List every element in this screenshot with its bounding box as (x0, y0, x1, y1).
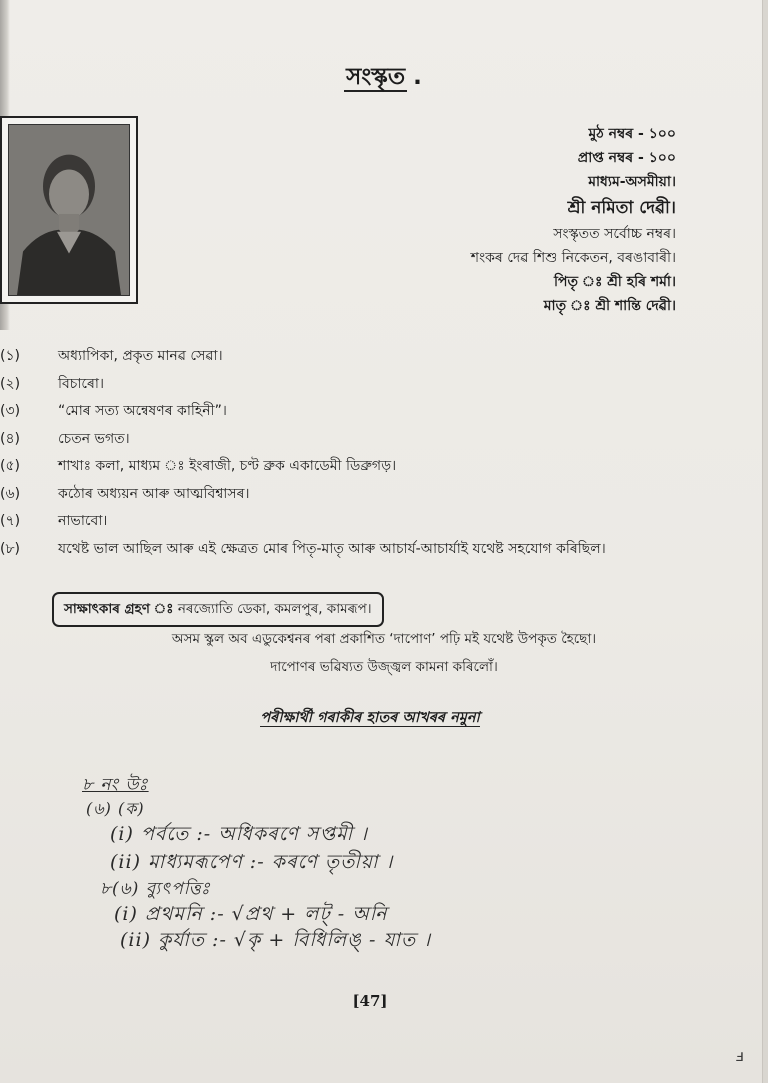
answer-number: (৮) (0, 540, 21, 557)
handwriting-heading (0, 707, 740, 731)
handwritten-line: (i) প্ৰথমনি :- √প্ৰথ + লট্ - অনি (114, 903, 388, 925)
handwriting-sample (70, 768, 630, 968)
father-name: পিতৃ ঃ শ্ৰী হৰি শৰ্মা। (553, 274, 676, 290)
handwritten-line: (ii) কুৰ্যাত :- √কৃ + বিধিলিঙ্ - যাত । (120, 929, 431, 951)
obtained-marks: প্ৰাপ্ত নম্বৰ - ১০০ (577, 150, 676, 166)
handwritten-line: (৬) (ক) (86, 799, 145, 818)
answer-number: (৩) (0, 403, 21, 419)
handwritten-line: ৮(৬) ব্যুৎপত্তিঃ (100, 879, 211, 899)
medium: মাধ্যম-অসমীয়া। (588, 174, 676, 190)
answer-text: চেতন ভগত। (58, 430, 130, 447)
interview-box (52, 592, 384, 627)
student-info (471, 122, 676, 318)
answer-item (0, 344, 740, 372)
portrait-graphic (9, 125, 129, 295)
student-photo (0, 116, 138, 304)
answer-item (0, 509, 740, 537)
answer-list (0, 344, 740, 564)
student-portrait (8, 124, 130, 296)
handwriting-heading-text: পৰীক্ষাৰ্থী গৰাকীৰ হাতৰ আখৰৰ নমুনা (260, 710, 480, 726)
answer-item (0, 482, 740, 510)
answer-item (0, 399, 740, 427)
thanks-line-2: দাপোণৰ ভৱিষ্যত উজ্জ্বল কামনা কৰিলোঁ। (270, 659, 498, 675)
page-title (0, 58, 768, 97)
handwritten-line: ৮ নং উঃ (82, 775, 149, 795)
answer-number: (৫) (0, 458, 21, 474)
distinction: সংস্কৃতত সৰ্বোচ্চ নম্বৰ। (553, 226, 676, 242)
title-dot: . (413, 64, 422, 90)
answer-number: (৬) (0, 485, 21, 502)
page-number: [47] (352, 992, 388, 1010)
interview-label: সাক্ষাৎকাৰ গ্ৰহণ ঃ (64, 601, 174, 617)
full-marks: মুঠ নম্বৰ - ১০০ (588, 126, 676, 142)
answer-item (0, 454, 740, 482)
answer-number: (৭) (0, 513, 21, 529)
answer-text: যথেষ্ট ভাল আছিল আৰু এই ক্ষেত্ৰত মোৰ পিতৃ-মাতৃ আৰু আচাৰ্য-আচাৰ্যাই যথেষ্ট সহযোগ কৰিছিল। (58, 540, 606, 557)
student-name: শ্ৰী নমিতা দেৱী। (567, 198, 676, 218)
answer-text: নাভাবো। (58, 513, 108, 529)
answer-text: “মোৰ সত্য অন্বেষণৰ কাহিনী”। (58, 403, 227, 419)
answer-number: (৪) (0, 430, 21, 447)
corner-mark: ⅎ (735, 1046, 744, 1065)
answer-text: অধ্যাপিকা, প্ৰকৃত মানৱ সেৱা। (58, 348, 223, 364)
handwritten-line: (ii) মাধ্যমৰূপেণ :- কৰণে তৃতীয়া । (110, 851, 394, 873)
answer-item (0, 537, 740, 565)
answer-item (0, 372, 740, 400)
answer-text: শাখাঃ কলা, মাধ্যম ঃ ইংৰাজী, চণ্ট ব্ৰুক একাডেমী ডিব্ৰুগড়। (58, 458, 397, 474)
school-name: শংকৰ দেৱ শিশু নিকেতন, বৰঙাবাৰী। (470, 250, 676, 266)
answer-number: (১) (0, 348, 21, 364)
answer-item (0, 427, 740, 455)
interview-value: নৰজ্যোতি ডেকা, কমলপুৰ, কামৰূপ। (177, 601, 372, 617)
answer-number: (২) (0, 375, 21, 392)
mother-name: মাতৃ ঃ শ্ৰী শান্তি দেৱী। (543, 298, 676, 314)
answer-text: বিচাৰো। (58, 375, 104, 392)
answer-text: কঠোৰ অধ্যয়ন আৰু আত্মবিশ্বাসৰ। (58, 485, 250, 502)
thanks-line-1: অসম স্কুল অব এডুকেশ্বনৰ পৰা প্ৰকাশিত ‘দাপোণ’ পঢ়ি মই যথেষ্ট উপকৃত হৈছো। (171, 631, 597, 647)
subject-title: সংস্কৃত (346, 64, 406, 90)
handwritten-line: (i) পৰ্বতে :- অধিকৰণে সপ্তমী । (110, 823, 368, 845)
